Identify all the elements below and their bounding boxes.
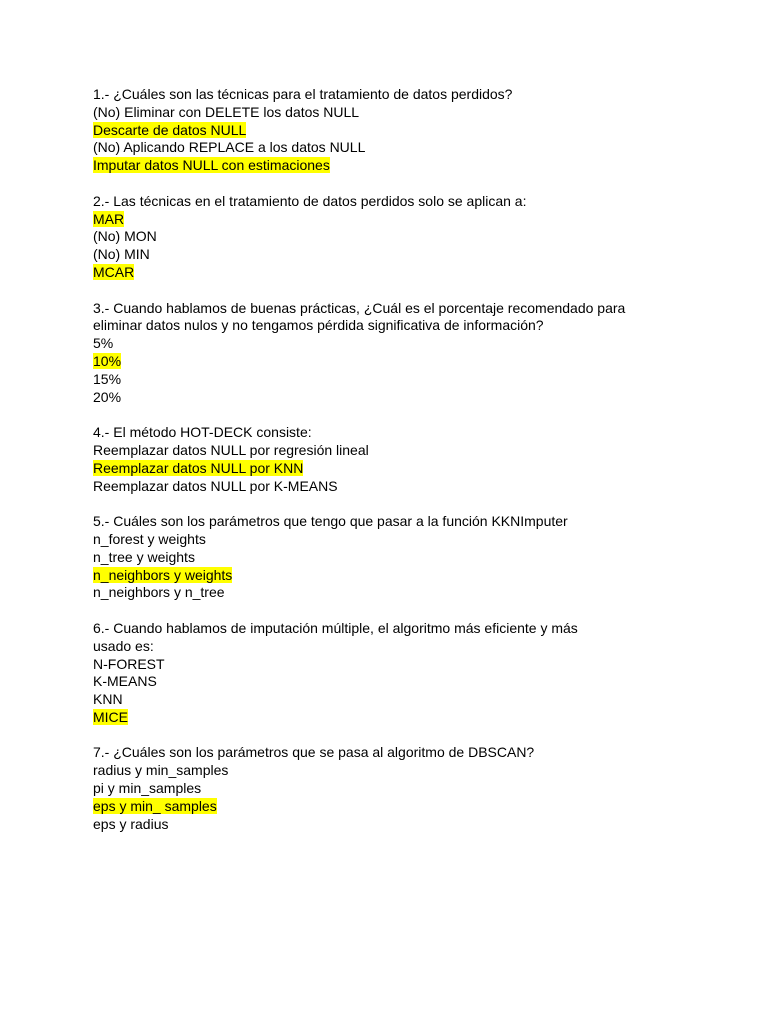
question-text: 4.- El método HOT-DECK consiste: — [93, 424, 312, 441]
document-body — [93, 86, 733, 851]
answer-option-text: N-FOREST — [93, 655, 165, 672]
answer-option — [93, 335, 733, 353]
answer-option — [93, 478, 733, 496]
answer-option-text: eps y min_ samples — [93, 797, 217, 814]
answer-option — [93, 389, 733, 407]
answer-option-text: (No) Eliminar con DELETE los datos NULL — [93, 103, 360, 120]
answer-option-text: 15% — [93, 370, 122, 387]
question-text: 1.- ¿Cuáles son las técnicas para el tratamiento de datos perdidos? — [93, 86, 513, 102]
answer-option — [93, 139, 733, 157]
question-text: 6.- Cuando hablamos de imputación múltiple, el algoritmo más eficiente y más usado es: — [93, 619, 578, 654]
answer-option-highlighted — [93, 460, 733, 478]
answer-option — [93, 228, 733, 246]
question-text: 7.- ¿Cuáles son los parámetros que se pasa al algoritmo de DBSCAN? — [93, 744, 535, 761]
answer-option-text: radius y min_samples — [93, 762, 229, 779]
question-text: 5.- Cuáles son los parámetros que tengo que pasar a la función KKNImputer — [93, 513, 568, 530]
answer-option-text: (No) MIN — [93, 246, 150, 263]
answer-option — [93, 584, 733, 602]
answer-option-highlighted — [93, 798, 733, 816]
question-block — [93, 620, 733, 727]
question-text: 3.- Cuando hablamos de buenas prácticas, ¿Cuál es el porcentaje recomendado para eliminar datos nulos y no tengamos pérdida significativa de información? — [93, 299, 626, 334]
answer-option — [93, 104, 733, 122]
question-block — [93, 86, 733, 175]
answer-option-text: Reemplazar datos NULL por regresión lineal — [93, 441, 369, 458]
answer-option — [93, 656, 733, 674]
answer-option-text: 20% — [93, 388, 122, 405]
answer-option — [93, 762, 733, 780]
answer-option-highlighted — [93, 567, 733, 585]
answer-option-text: (No) MON — [93, 228, 157, 245]
answer-option — [93, 531, 733, 549]
answer-option-text: n_neighbors y n_tree — [93, 584, 225, 601]
answer-option-text: Descarte de datos NULL — [93, 121, 247, 138]
answer-option-text: 5% — [93, 335, 114, 352]
question-block — [93, 513, 733, 602]
question-block — [93, 744, 733, 833]
answer-option-highlighted — [93, 709, 733, 727]
answer-option — [93, 691, 733, 709]
answer-option-highlighted — [93, 264, 733, 282]
answer-option-text: KNN — [93, 691, 123, 708]
answer-option — [93, 371, 733, 389]
question-block — [93, 193, 733, 282]
answer-option — [93, 780, 733, 798]
answer-option-text: Reemplazar datos NULL por KNN — [93, 459, 304, 476]
answer-option — [93, 673, 733, 691]
answer-option — [93, 246, 733, 264]
question-block — [93, 424, 733, 495]
answer-option-text: Reemplazar datos NULL por K-MEANS — [93, 477, 338, 494]
answer-option-text: pi y min_samples — [93, 780, 202, 797]
answer-option-text: MICE — [93, 708, 128, 725]
answer-option-text: Imputar datos NULL con estimaciones — [93, 157, 330, 174]
answer-option-text: n_tree y weights — [93, 548, 195, 565]
answer-option — [93, 442, 733, 460]
answer-option-text: n_forest y weights — [93, 530, 206, 547]
answer-option-text: K-MEANS — [93, 673, 157, 690]
answer-option-highlighted — [93, 211, 733, 229]
answer-option-text: (No) Aplicando REPLACE a los datos NULL — [93, 139, 366, 156]
answer-option-highlighted — [93, 353, 733, 371]
question-text: 2.- Las técnicas en el tratamiento de datos perdidos solo se aplican a: — [93, 192, 527, 209]
answer-option-highlighted — [93, 157, 733, 175]
answer-option-text: 10% — [93, 352, 122, 369]
question-block — [93, 300, 733, 407]
answer-option-text: MCAR — [93, 263, 135, 280]
answer-option-text: eps y radius — [93, 815, 169, 832]
answer-option-text: MAR — [93, 210, 125, 227]
answer-option-text: n_neighbors y weights — [93, 566, 233, 583]
answer-option-highlighted — [93, 122, 733, 140]
answer-option — [93, 549, 733, 567]
answer-option — [93, 816, 733, 834]
